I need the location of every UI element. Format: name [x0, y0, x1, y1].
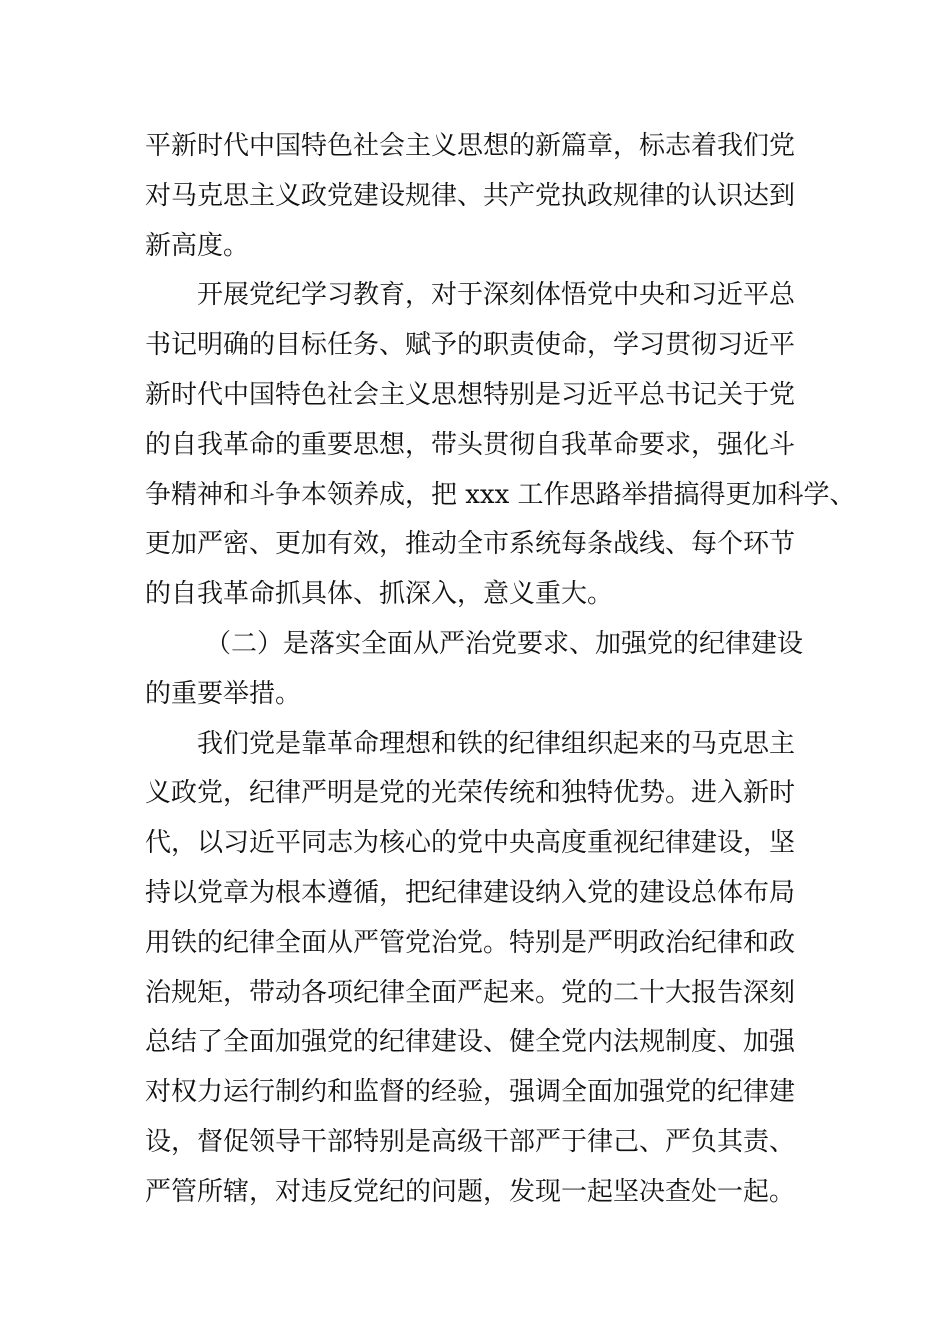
paragraph-1-line: 平新时代中国特色社会主义思想的新篇章，标志着我们党 [145, 131, 796, 161]
paragraph-2-line: 的自我革命的重要思想，带头贯彻自我革命要求，强化斗 [145, 429, 796, 460]
paragraph-3-line: 义政党，纪律严明是党的光荣传统和独特优势。进入新时 [145, 778, 796, 809]
body-text [145, 122, 856, 1218]
paragraph-3-line: 代，以习近平同志为核心的党中央高度重视纪律建设，坚 [145, 828, 796, 859]
paragraph-3-line: 总结了全面加强党的纪律建设、健全党内法规制度、加强 [145, 1027, 796, 1058]
paragraph-3-line: 治规矩，带动各项纪律全面严起来。党的二十大报告深刻 [145, 977, 796, 1008]
paragraph-2-line: 更加严密、更加有效，推动全市系统每条战线、每个环节 [145, 529, 796, 560]
paragraph-3-line: 持以党章为根本遵循，把纪律建设纳入党的建设总体布局 [145, 877, 796, 908]
paragraph-1-line: 对马克思主义政党建设规律、共产党执政规律的认识达到 [145, 180, 796, 211]
paragraph-3-line: 用铁的纪律全面从严管党治党。特别是严明政治纪律和政 [145, 927, 796, 958]
paragraph-2-line: 争精神和斗争本领养成，把 xxx 工作思路举措搞得更加科学、 [145, 479, 856, 510]
section-heading-line: 的重要举措。 [145, 678, 302, 709]
paragraph-3-line: 设，督促领导干部特别是高级干部严于律己、严负其责、 [145, 1126, 796, 1157]
paragraph-2-line: 开展党纪学习教育，对于深刻体悟党中央和习近平总 [197, 280, 796, 311]
paragraph-3-line: 我们党是靠革命理想和铁的纪律组织起来的马克思主 [197, 728, 796, 759]
paragraph-3-line: 对权力运行制约和监督的经验，强调全面加强党的纪律建 [145, 1077, 796, 1108]
paragraph-3-line: 严管所辖，对违反党纪的问题，发现一起坚决查处一起。 [145, 1176, 796, 1207]
paragraph-2-line: 新时代中国特色社会主义思想特别是习近平总书记关于党 [145, 379, 796, 410]
paragraph-2-line: 书记明确的目标任务、赋予的职责使命，学习贯彻习近平 [145, 330, 796, 361]
paragraph-1-line: 新高度。 [145, 230, 250, 261]
section-heading-line: （二）是落实全面从严治党要求、加强党的纪律建设 [205, 628, 804, 659]
paragraph-2-line: 的自我革命抓具体、抓深入，意义重大。 [145, 579, 614, 610]
